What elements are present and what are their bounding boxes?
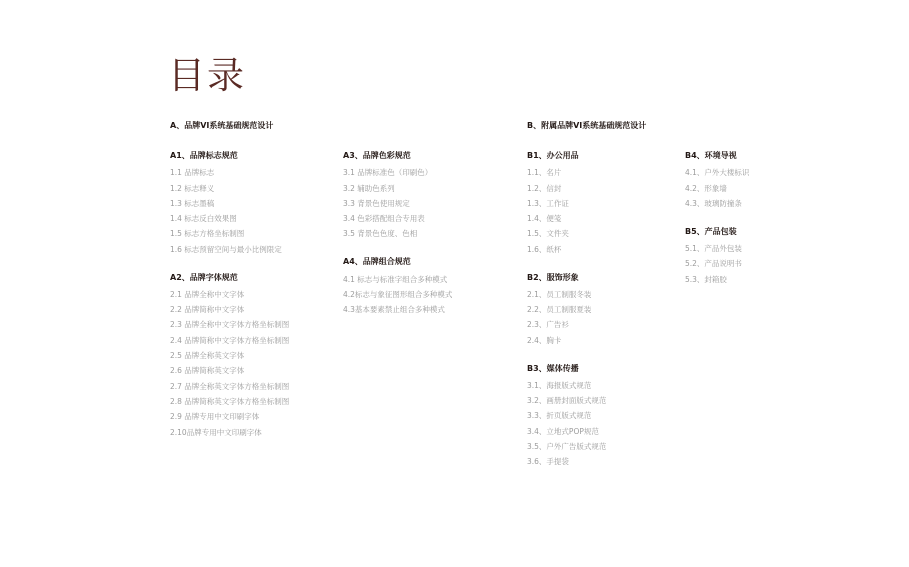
toc-group-a4 — [343, 256, 452, 317]
toc-item: 4.1、户外大楼标识 — [685, 168, 750, 178]
toc-item: 2.1、员工制服冬装 — [527, 289, 592, 299]
toc-item: 4.1 标志与标准字组合多种模式 — [343, 274, 448, 284]
toc-item: 4.2标志与象征图形组合多种模式 — [343, 289, 453, 299]
toc-item: 5.3、封箱胶 — [685, 274, 727, 284]
toc-column-2 — [343, 150, 452, 332]
toc-item: 3.4 色彩搭配组合专用表 — [343, 214, 425, 224]
toc-item: 3.2、画册封面版式规范 — [527, 396, 607, 406]
toc-group-b4 — [685, 150, 749, 211]
page-title: 目录 — [168, 54, 246, 97]
toc-column-4 — [685, 150, 749, 301]
toc-group-title: B5、产品包装 — [685, 226, 737, 236]
toc-item: 1.2、信封 — [527, 183, 562, 193]
toc-item: 2.3 品牌全称中文字体方格坐标制图 — [170, 320, 290, 330]
toc-group-b1 — [527, 150, 606, 257]
toc-item: 2.8 品牌简称英文字体方格坐标制图 — [170, 396, 290, 406]
toc-group-a1 — [170, 150, 289, 257]
toc-item: 2.6 品牌简称英文字体 — [170, 366, 245, 376]
toc-column-3 — [527, 150, 606, 484]
toc-item: 1.6、纸杯 — [527, 244, 562, 254]
toc-item: 2.10品牌专用中文印刷字体 — [170, 427, 262, 437]
toc-group-b2 — [527, 272, 606, 348]
toc-group-title: B1、办公用品 — [527, 151, 579, 160]
toc-item: 2.3、广告衫 — [527, 320, 569, 330]
toc-item: 1.4 标志反白效果图 — [170, 214, 237, 224]
toc-item: 3.5、户外广告版式规范 — [527, 442, 607, 452]
toc-item: 1.6 标志预留空间与最小比例限定 — [170, 244, 282, 254]
toc-item: 3.1 品牌标准色（印刷色） — [343, 168, 433, 178]
toc-item: 4.2、形象墙 — [685, 183, 727, 193]
toc-item: 2.9 品牌专用中文印刷字体 — [170, 412, 260, 422]
toc-item: 3.3、折页版式规范 — [527, 411, 592, 421]
toc-item: 1.1 品牌标志 — [170, 168, 215, 178]
toc-group-a3 — [343, 150, 452, 242]
toc-item: 1.1、名片 — [527, 168, 562, 178]
toc-item: 3.3 背景色使用规定 — [343, 198, 410, 208]
toc-item: 1.2 标志释义 — [170, 183, 215, 193]
toc-item: 1.3 标志墨稿 — [170, 198, 215, 208]
toc-item: 2.1 品牌全称中文字体 — [170, 289, 245, 299]
toc-item: 4.3、玻璃防撞条 — [685, 198, 742, 208]
toc-group-title: A3、品牌色彩规范 — [343, 151, 411, 160]
toc-column-1 — [170, 150, 289, 454]
toc-item: 3.1、海报版式规范 — [527, 380, 592, 390]
toc-item: 2.4、胸卡 — [527, 335, 562, 345]
toc-item: 3.2 辅助色系列 — [343, 183, 395, 193]
toc-group-b5 — [685, 226, 749, 287]
toc-group-title: B3、媒体传播 — [527, 363, 579, 373]
toc-item: 1.5、文件夹 — [527, 229, 569, 239]
part-b-heading: B、附属品牌VI系统基础规范设计 — [527, 121, 647, 130]
toc-item: 3.5 背景色色度、色相 — [343, 229, 418, 239]
toc-item: 3.4、立地式POP规范 — [527, 426, 599, 436]
toc-item: 5.1、产品外包装 — [685, 243, 742, 253]
toc-group-title: B2、服饰形象 — [527, 272, 579, 282]
toc-item: 2.2 品牌简称中文字体 — [170, 305, 245, 315]
toc-item: 2.7 品牌全称英文字体方格坐标制图 — [170, 381, 290, 391]
toc-item: 5.2、产品说明书 — [685, 259, 742, 269]
toc-item: 2.2、员工制服夏装 — [527, 305, 592, 315]
toc-item: 2.5 品牌全称英文字体 — [170, 351, 245, 361]
toc-item: 4.3基本要素禁止组合多种模式 — [343, 305, 445, 315]
toc-item: 3.6、手提袋 — [527, 457, 569, 467]
toc-item: 2.4 品牌简称中文字体方格坐标制图 — [170, 335, 290, 345]
toc-item: 1.3、工作证 — [527, 198, 569, 208]
toc-group-a2 — [170, 272, 289, 440]
toc-group-title: B4、环境导视 — [685, 151, 737, 160]
toc-item: 1.5 标志方格坐标制图 — [170, 229, 245, 239]
part-a-heading: A、品牌VI系统基础规范设计 — [170, 121, 274, 130]
toc-item: 1.4、便笺 — [527, 214, 562, 224]
toc-group-b3 — [527, 363, 606, 470]
toc-group-title: A4、品牌组合规范 — [343, 257, 411, 267]
toc-group-title: A1、品牌标志规范 — [170, 151, 238, 160]
toc-group-title: A2、品牌字体规范 — [170, 272, 238, 282]
